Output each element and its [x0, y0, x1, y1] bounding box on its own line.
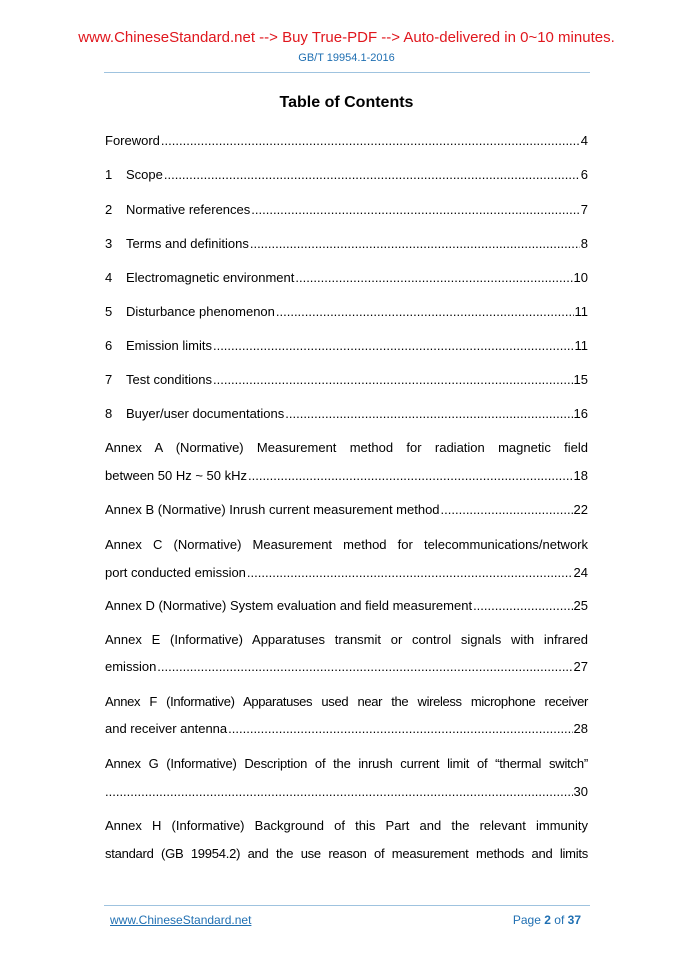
footer-divider [104, 905, 590, 906]
toc-entry-text: Annex B (Normative) Inrush current measurement method [105, 502, 440, 517]
toc-leader [250, 235, 580, 253]
toc-entry-annex-d[interactable] [105, 597, 588, 615]
toc-page-number: 8 [580, 236, 588, 251]
toc-page-number: 7 [580, 202, 588, 217]
toc-leader [247, 564, 573, 582]
toc-page-number: 4 [580, 133, 588, 148]
toc-section-number: 2 [105, 202, 113, 217]
toc-entry-4[interactable] [105, 269, 588, 287]
toc-entry-foreword[interactable] [105, 132, 588, 150]
toc-leader [251, 201, 579, 219]
toc-entry-text: Normative references [126, 202, 251, 217]
toc-page-number: 22 [573, 502, 588, 517]
toc-entry-text: Terms and definitions [126, 236, 249, 251]
toc-leader [285, 405, 572, 423]
toc-entry-text: and receiver antenna [105, 721, 228, 736]
toc-entry-annex-h-cont[interactable]: standard (GB 19954.2) and the use reason of measurement methods and limits [105, 846, 588, 861]
toc-leader [213, 371, 573, 389]
header-divider [104, 72, 590, 73]
toc-entry-text: Foreword [105, 133, 160, 148]
toc-section-number: 6 [105, 338, 113, 353]
page-total: 37 [567, 913, 581, 927]
toc-leader [248, 467, 573, 485]
toc-section-number: 3 [105, 236, 113, 251]
toc-entry-3[interactable] [105, 235, 588, 253]
toc-entry-annex-g-cont[interactable] [105, 783, 588, 801]
toc-entry-annex-g[interactable]: Annex G (Informative) Description of the inrush current limit of “thermal switch” [105, 756, 588, 771]
toc-page-number: 25 [573, 598, 588, 613]
page-current: 2 [544, 913, 551, 927]
promo-banner[interactable]: www.ChineseStandard.net --> Buy True-PDF --> Auto-delivered in 0~10 minutes. [78, 29, 615, 46]
footer-website-link[interactable]: www.ChineseStandard.net [110, 913, 252, 927]
toc-page-number: 27 [573, 659, 588, 674]
toc-section-number: 4 [105, 270, 113, 285]
toc-entry-text: emission [105, 659, 157, 674]
toc-entry-2[interactable] [105, 201, 588, 219]
toc-entry-annex-c-cont[interactable] [105, 564, 588, 582]
toc-page-number: 11 [574, 338, 588, 353]
page-of-label: of [554, 913, 565, 927]
toc-leader [276, 303, 574, 321]
standard-number: GB/T 19954.1-2016 [298, 52, 395, 64]
toc-leader [161, 132, 580, 150]
toc-entry-text: Electromagnetic environment [126, 270, 295, 285]
toc-page-number: 16 [573, 406, 588, 421]
toc-entry-annex-f-cont[interactable] [105, 720, 588, 738]
toc-section-number: 1 [105, 167, 113, 182]
toc-entry-7[interactable] [105, 371, 588, 389]
toc-leader [441, 501, 573, 519]
toc-leader [473, 597, 572, 615]
toc-entry-text: port conducted emission [105, 565, 246, 580]
toc-page-number: 6 [580, 167, 588, 182]
toc-entry-text: Test conditions [126, 372, 212, 387]
toc-section-number: 7 [105, 372, 113, 387]
toc-entry-text: Disturbance phenomenon [126, 304, 275, 319]
toc-page-number: 24 [573, 565, 588, 580]
toc-leader [228, 720, 572, 738]
toc-leader [295, 269, 572, 287]
toc-leader [157, 658, 572, 676]
toc-entry-annex-f[interactable]: Annex F (Informative) Apparatuses used near the wireless microphone receiver [105, 694, 588, 709]
toc-leader [105, 783, 573, 801]
toc-entry-5[interactable] [105, 303, 588, 321]
toc-page-number: 15 [573, 372, 588, 387]
toc-entry-text: Annex D (Normative) System evaluation and field measurement [105, 598, 473, 613]
toc-entry-annex-b[interactable] [105, 501, 588, 519]
page-indicator [513, 913, 581, 928]
toc-entry-annex-c[interactable]: Annex C (Normative) Measurement method for telecommunications/network [105, 537, 588, 552]
page-title: Table of Contents [279, 94, 414, 111]
toc-entry-annex-a-cont[interactable] [105, 467, 588, 485]
toc-entry-text: Buyer/user documentations [126, 406, 285, 421]
toc-entry-1[interactable] [105, 166, 588, 184]
toc-page-number: 28 [573, 721, 588, 736]
toc-entry-annex-e-cont[interactable] [105, 658, 588, 676]
toc-entry-6[interactable] [105, 337, 588, 355]
toc-entry-annex-a[interactable]: Annex A (Normative) Measurement method for radiation magnetic field [105, 440, 588, 455]
page-label: Page [512, 913, 541, 927]
toc-entry-annex-e[interactable]: Annex E (Informative) Apparatuses transmit or control signals with infrared [105, 632, 588, 647]
toc-entry-8[interactable] [105, 405, 588, 423]
toc-leader [164, 166, 580, 184]
toc-page-number: 11 [574, 304, 588, 319]
toc-entry-text: Scope [126, 167, 163, 182]
toc-entry-text: Emission limits [126, 338, 212, 353]
toc-entry-annex-h[interactable]: Annex H (Informative) Background of this Part and the relevant immunity [105, 818, 588, 833]
toc-page-number: 18 [573, 468, 588, 483]
toc-page-number: 30 [573, 784, 588, 799]
toc-section-number: 5 [105, 304, 113, 319]
toc-entry-text: between 50 Hz ~ 50 kHz [105, 468, 247, 483]
toc-section-number: 8 [105, 406, 113, 421]
toc-leader [213, 337, 574, 355]
toc-page-number: 10 [573, 270, 588, 285]
